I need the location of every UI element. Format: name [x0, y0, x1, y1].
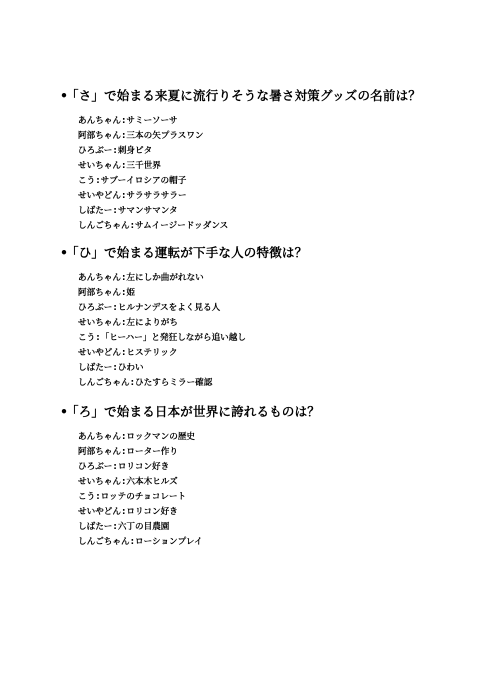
respondent-name: あんちゃん	[78, 116, 121, 126]
respondent-name: あんちゃん	[78, 273, 121, 283]
answer-text: ヒステリック	[126, 348, 178, 358]
respondent-name: しんごちゃん	[78, 537, 130, 547]
respondent-name: 阿部ちゃん	[78, 131, 121, 141]
answer-text: 六本木ヒルズ	[126, 477, 178, 487]
answer-text: 姫	[126, 288, 136, 298]
answer-row: せいやどん:ヒステリック	[78, 348, 178, 358]
answer-row: あんちゃん:ロックマンの歴史	[78, 432, 196, 442]
answer-text: ひわい	[117, 363, 144, 373]
answer-row: しんごちゃん:サムイージードッダンス	[78, 221, 229, 231]
respondent-name: 阿部ちゃん	[78, 288, 121, 298]
respondent-name: せいやどん	[78, 191, 121, 201]
answer-row: せいちゃん:左によりがち	[78, 318, 178, 328]
answer-row: せいちゃん:六本木ヒルズ	[78, 477, 178, 487]
answer-text: サミーソーサ	[126, 116, 178, 126]
answer-row: ひろぶー:ヒルナンデスをよく見る人	[78, 303, 221, 313]
answer-text: サラサラサラー	[126, 191, 187, 201]
answer-row: 阿部ちゃん:三本の矢プラスワン	[78, 131, 204, 141]
answer-text: 三本の矢プラスワン	[126, 131, 204, 141]
answer-text: 六丁の目農園	[117, 522, 170, 532]
answer-row: こう:ロッテのチョコレート	[78, 492, 187, 502]
respondent-name: せいちゃん	[78, 318, 121, 328]
answer-text: 刺身ピタ	[117, 146, 153, 156]
answer-text: 左によりがち	[126, 318, 178, 328]
answer-text: ひたすらミラー確認	[135, 378, 213, 388]
bullet-icon: •	[60, 404, 69, 419]
section-2	[60, 245, 426, 391]
respondent-name: ひろぶー	[78, 146, 113, 156]
respondent-name: しんごちゃん	[78, 378, 130, 388]
answer-text: 三千世界	[126, 161, 161, 171]
answer-text: サマンサマンタ	[117, 206, 178, 216]
respondent-name: せいちゃん	[78, 477, 121, 487]
answer-row: ひろぶー:刺身ピタ	[78, 146, 153, 156]
question-text: 「ろ」で始まる日本が世界に誇れるものは？	[66, 404, 321, 419]
respondent-name: こう	[78, 333, 96, 343]
question-1	[60, 88, 426, 104]
answer-row: しんごちゃん:ひたすらミラー確認	[78, 378, 213, 388]
answer-row: こう:サブーイロシアの帽子	[78, 176, 187, 186]
respondent-name: しんごちゃん	[78, 221, 130, 231]
question-text: 「ひ」で始まる運転が下手な人の特徴は？	[66, 245, 308, 260]
respondent-name: あんちゃん	[78, 432, 121, 442]
question-text: 「さ」で始まる来夏に流行りそうな暑さ対策グッズの名前は？	[66, 88, 421, 103]
answer-text: ロックマンの歴史	[126, 432, 196, 442]
answer-text: ヒルナンデスをよく見る人	[117, 303, 221, 313]
answer-text: サムイージードッダンス	[135, 221, 229, 231]
answer-text: ロリコン好き	[117, 462, 170, 472]
answer-row: あんちゃん:左にしか曲がれない	[78, 273, 204, 283]
answer-row: 阿部ちゃん:姫	[78, 288, 136, 298]
respondent-name: ひろぶー	[78, 462, 113, 472]
section-1	[60, 88, 426, 234]
respondent-name: 阿部ちゃん	[78, 447, 121, 457]
bullet-icon: •	[60, 88, 69, 103]
respondent-name: しばたー	[78, 522, 113, 532]
respondent-name: せいちゃん	[78, 161, 121, 171]
respondent-name: しばたー	[78, 363, 113, 373]
respondent-name: せいやどん	[78, 507, 121, 517]
answer-text: ローションプレイ	[135, 537, 203, 547]
answer-row: しんごちゃん:ローションプレイ	[78, 537, 203, 547]
respondent-name: しばたー	[78, 206, 113, 216]
answer-row: しばたー:サマンサマンタ	[78, 206, 178, 216]
section-3	[60, 404, 426, 550]
answer-row: せいやどん:サラサラサラー	[78, 191, 187, 201]
answer-row: せいちゃん:三千世界	[78, 161, 161, 171]
respondent-name: ひろぶー	[78, 303, 113, 313]
answer-row: あんちゃん:サミーソーサ	[78, 116, 178, 126]
answer-text: サブーイロシアの帽子	[100, 176, 187, 186]
respondent-name: こう	[78, 492, 96, 502]
respondent-name: こう	[78, 176, 96, 186]
answer-row: ひろぶー:ロリコン好き	[78, 462, 170, 472]
answer-row: こう:「ヒーハー」と発狂しながら追い越し	[78, 333, 246, 343]
bullet-icon: •	[60, 245, 69, 260]
question-3	[60, 404, 426, 420]
answer-text: ロッテのチョコレート	[100, 492, 187, 502]
answer-text: 「ヒーハー」と発狂しながら追い越し	[100, 333, 246, 343]
answer-text: ロリコン好き	[126, 507, 178, 517]
answer-text: 左にしか曲がれない	[126, 273, 204, 283]
answer-row: 阿部ちゃん:ローター作り	[78, 447, 178, 457]
answer-row: しばたー:六丁の目農園	[78, 522, 170, 532]
question-2	[60, 245, 426, 261]
respondent-name: せいやどん	[78, 348, 121, 358]
answer-text: ローター作り	[126, 447, 178, 457]
answer-row: せいやどん:ロリコン好き	[78, 507, 178, 517]
answer-row: しばたー:ひわい	[78, 363, 144, 373]
